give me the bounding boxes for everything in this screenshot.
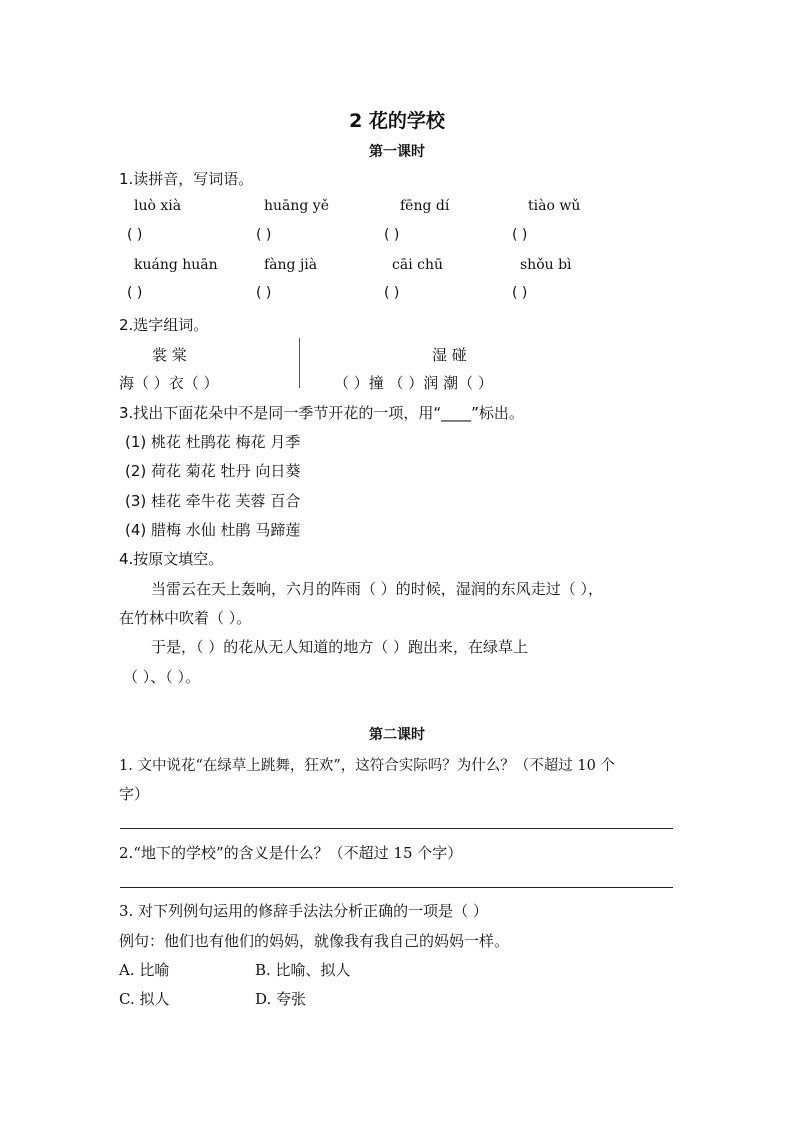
- q4-line: （ ）、（ ）。: [123, 668, 201, 686]
- choice-d: D. 夸张: [255, 990, 307, 1008]
- pinyin-4: tiào wǔ: [528, 198, 581, 214]
- q2-prompt: 2.选字组词。: [119, 316, 209, 334]
- lesson2-heading: 第二课时: [369, 727, 425, 743]
- q2-left-chars: 裳 棠: [152, 346, 187, 364]
- q4-line: 当雷云在天上轰响，六月的阵雨（ ）的时候，湿润的东风走过（ ），: [151, 580, 604, 598]
- answer-blank[interactable]: ( ): [384, 227, 400, 243]
- divider: [299, 338, 300, 388]
- pinyin-6: fàng jià: [264, 257, 318, 273]
- answer-blank[interactable]: ( ): [512, 227, 528, 243]
- l2-q1-line1: 1. 文中说花“在绿草上跳舞，狂欢”，这符合实际吗？为什么？（不超过 10 个: [119, 758, 615, 774]
- q3-option: (3) 桂花 牵牛花 芙蓉 百合: [125, 492, 301, 510]
- l2-q3: 3. 对下列例句运用的修辞手法法分析正确的一项是（ ）: [119, 902, 488, 920]
- choice-b: B. 比喻、拟人: [255, 961, 351, 979]
- choice-c: C. 拟人: [119, 990, 170, 1008]
- l2-q2: 2.“地下的学校”的含义是什么？（不超过 15 个字）: [119, 844, 463, 862]
- q3-option: (1) 桃花 杜鹃花 梅花 月季: [125, 433, 301, 451]
- pinyin-8: shǒu bì: [520, 257, 572, 273]
- choice-a: A. 比喻: [119, 961, 170, 979]
- answer-blank[interactable]: ( ): [512, 285, 528, 301]
- l2-q1-line2: 字）: [119, 785, 150, 803]
- pinyin-7: cāi chū: [392, 257, 443, 273]
- pinyin-3: fēng dí: [400, 198, 450, 214]
- lesson1-heading: 第一课时: [369, 144, 425, 160]
- answer-blank[interactable]: ( ): [127, 227, 143, 243]
- q3-option: (2) 荷花 菊花 牡丹 向日葵: [125, 462, 301, 480]
- q1-prompt: 1.读拼音，写词语。: [119, 170, 254, 188]
- pinyin-2: huāng yě: [264, 198, 330, 214]
- answer-line[interactable]: [120, 828, 673, 829]
- q3-prompt: 3.找出下面花朵中不是同一季节开花的一项，用“____”标出。: [119, 404, 524, 422]
- q4-line: 于是，（ ）的花从无人知道的地方（ ）跑出来，在绿草上: [151, 638, 529, 656]
- answer-blank[interactable]: ( ): [127, 285, 143, 301]
- pinyin-1: luò xià: [134, 198, 182, 214]
- answer-blank[interactable]: ( ): [384, 285, 400, 301]
- q2-left-words: 海（ ）衣（ ）: [119, 374, 219, 392]
- answer-blank[interactable]: ( ): [256, 227, 272, 243]
- l2-example: 例句：他们也有他们的妈妈，就像我有我自己的妈妈一样。: [119, 932, 510, 950]
- q3-option: (4) 腊梅 水仙 杜鹃 马蹄莲: [125, 521, 301, 539]
- page-title: 2 花的学校: [349, 110, 445, 132]
- q4-prompt: 4.按原文填空。: [119, 550, 224, 568]
- q2-right-chars: 湿 碰: [432, 346, 467, 364]
- answer-line[interactable]: [120, 887, 673, 888]
- pinyin-5: kuáng huān: [134, 257, 218, 273]
- q4-line: 在竹林中吹着（ ）。: [119, 609, 252, 627]
- q2-right-words: （ ）撞 （ ）润 潮（ ）: [334, 374, 493, 392]
- answer-blank[interactable]: ( ): [256, 285, 272, 301]
